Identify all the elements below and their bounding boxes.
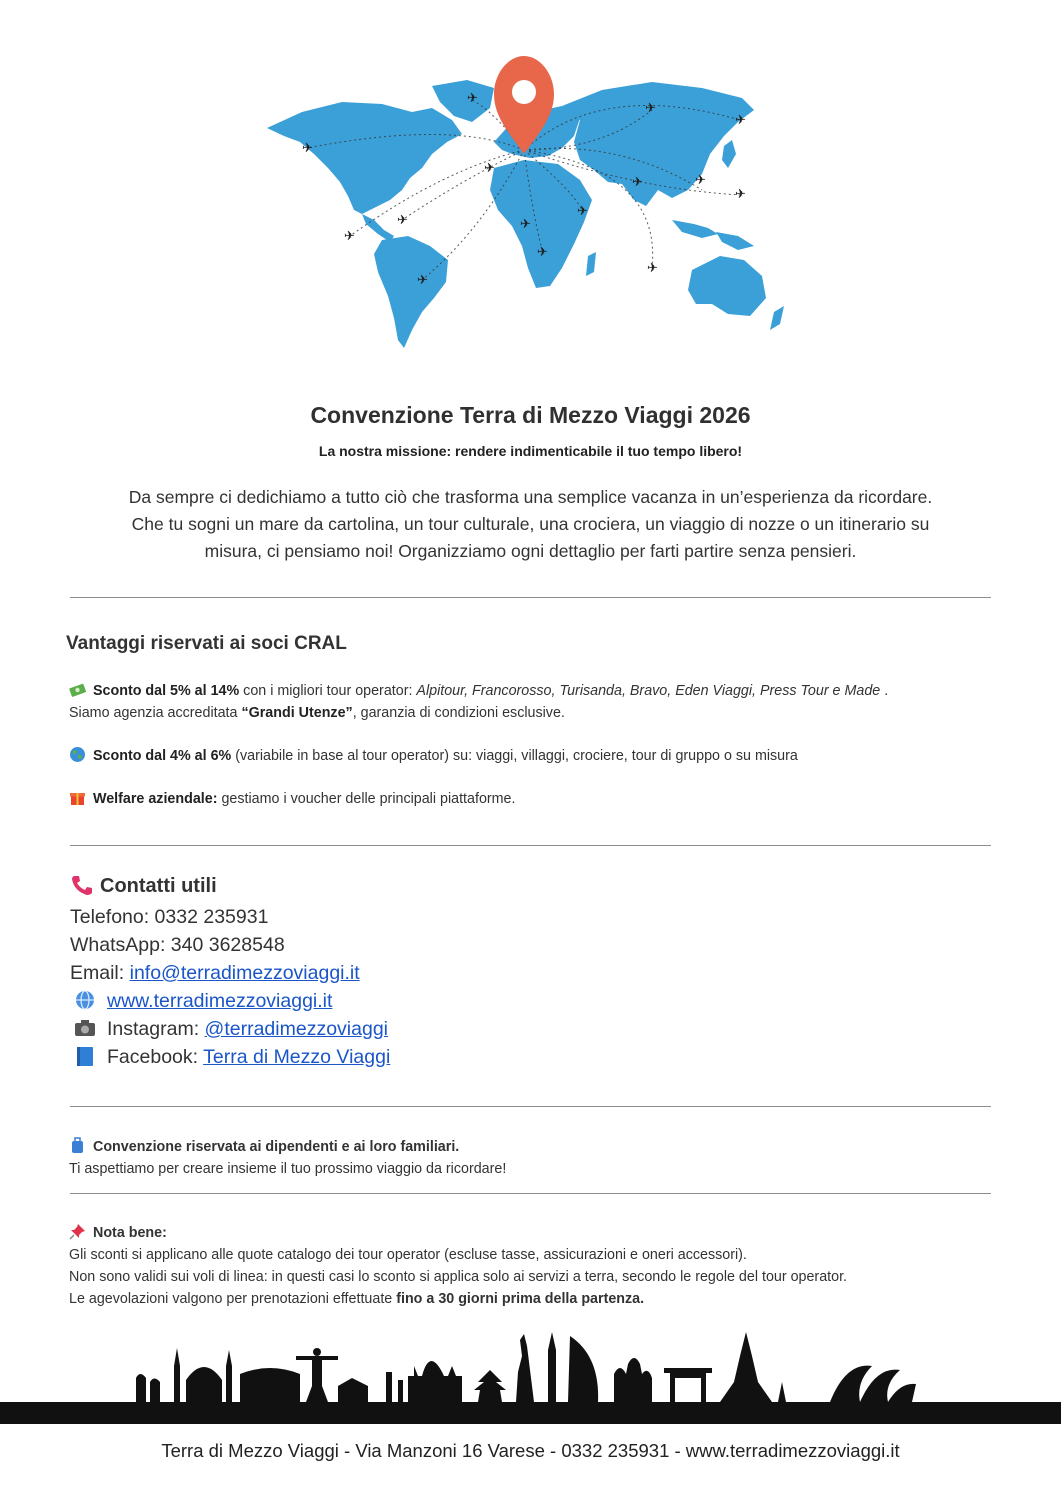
svg-text:✈: ✈ bbox=[302, 141, 313, 156]
email-label: Email: bbox=[70, 962, 130, 984]
intro-line: misura, ci pensiamo noi! Organizziamo ogni dettaglio per farti partire senza pensieri. bbox=[204, 541, 857, 561]
divider bbox=[70, 1106, 991, 1107]
benefit-discount: Sconto dal 5% al 14% bbox=[93, 683, 240, 699]
contact-whatsapp: WhatsApp: 340 3628548 bbox=[70, 934, 285, 956]
benefit-discount: Sconto dal 4% al 6% bbox=[93, 748, 232, 764]
phone-icon bbox=[70, 874, 94, 896]
svg-text:✈: ✈ bbox=[467, 91, 478, 106]
world-map-image bbox=[262, 50, 802, 350]
facebook-link[interactable]: Terra di Mezzo Viaggi bbox=[203, 1046, 391, 1068]
camera-icon bbox=[73, 1017, 97, 1039]
benefit-text: Siamo agenzia accreditata bbox=[69, 705, 242, 721]
instagram-link[interactable]: @terradimezzoviaggi bbox=[204, 1018, 388, 1040]
benefit-text: gestiamo i voucher delle principali piattaforme. bbox=[217, 791, 516, 807]
benefit-item-tour-operators bbox=[69, 680, 999, 724]
email-link[interactable]: info@terradimezzoviaggi.it bbox=[129, 962, 360, 984]
benefit-text: (variabile in base al tour operator) su: viaggi, villaggi, crociere, tour di gruppo o su misura bbox=[231, 748, 798, 764]
pushpin-icon bbox=[69, 1223, 86, 1240]
grandi-utenze: “Grandi Utenze” bbox=[241, 705, 353, 721]
intro-line: Da sempre ci dedichiamo a tutto ciò che trasforma una semplice vacanza in un’esperienza da ricordare. bbox=[128, 487, 933, 507]
notes-line: Non sono validi sui voli di linea: in questi casi lo sconto si applica solo ai servizi a terra, secondo le regole del tour operator. bbox=[69, 1269, 848, 1285]
contact-instagram-row bbox=[70, 1015, 388, 1043]
svg-text:✈: ✈ bbox=[577, 204, 588, 219]
svg-text:✈: ✈ bbox=[645, 101, 656, 116]
welfare-label: Welfare aziendale: bbox=[93, 791, 218, 807]
globe-icon bbox=[69, 746, 86, 763]
notes-line: Gli sconti si applicano alle quote catalogo dei tour operator (escluse tasse, assicurazioni e oneri accessori). bbox=[69, 1247, 747, 1263]
svg-text:✈: ✈ bbox=[484, 161, 495, 176]
contacts-heading bbox=[70, 874, 217, 898]
gift-icon bbox=[69, 789, 86, 806]
divider bbox=[70, 845, 991, 846]
svg-text:✈: ✈ bbox=[695, 173, 706, 188]
benefit-item-welfare bbox=[69, 788, 999, 810]
benefits-heading: Vantaggi riservati ai soci CRAL bbox=[66, 633, 347, 654]
facebook-label: Facebook: bbox=[107, 1046, 204, 1068]
benefit-text: con i migliori tour operator: bbox=[239, 683, 417, 699]
benefit-item-travel bbox=[69, 745, 999, 767]
svg-text:✈: ✈ bbox=[344, 229, 355, 244]
footer-address: Terra di Mezzo Viaggi - Via Manzoni 16 Varese - 0332 235931 - www.terradimezzoviaggi.it bbox=[161, 1440, 900, 1461]
svg-text:✈: ✈ bbox=[417, 273, 428, 288]
notes-deadline: fino a 30 giorni prima della partenza. bbox=[396, 1291, 645, 1307]
reserved-text: Ti aspettiamo per creare insieme il tuo prossimo viaggio da ricordare! bbox=[69, 1161, 507, 1177]
benefit-end: . bbox=[880, 683, 889, 699]
world-landmarks-skyline-image bbox=[0, 1326, 1061, 1426]
svg-text:✈: ✈ bbox=[520, 217, 531, 232]
book-icon bbox=[73, 1045, 97, 1067]
money-icon bbox=[69, 681, 86, 698]
contact-email-row bbox=[70, 959, 360, 987]
luggage-icon bbox=[69, 1137, 86, 1154]
contact-website-row bbox=[70, 987, 332, 1015]
svg-text:✈: ✈ bbox=[537, 245, 548, 260]
instagram-label: Instagram: bbox=[107, 1018, 205, 1040]
svg-text:✈: ✈ bbox=[735, 113, 746, 128]
divider bbox=[70, 597, 991, 598]
reserved-title: Convenzione riservata ai dipendenti e ai loro familiari. bbox=[93, 1139, 460, 1155]
svg-text:✈: ✈ bbox=[397, 213, 408, 228]
contact-facebook-row bbox=[70, 1043, 390, 1071]
svg-text:✈: ✈ bbox=[735, 187, 746, 202]
notes-line: Le agevolazioni valgono per prenotazioni effettuate bbox=[69, 1291, 397, 1307]
mission-subtitle: La nostra missione: rendere indimenticabile il tuo tempo libero! bbox=[318, 443, 743, 459]
contacts-title: Contatti utili bbox=[100, 875, 217, 897]
notes-title: Nota bene: bbox=[93, 1225, 167, 1241]
intro-line: Che tu sogni un mare da cartolina, un tour culturale, una crociera, un viaggio di nozze o un itinerario su bbox=[131, 514, 930, 534]
globe-icon bbox=[73, 989, 97, 1011]
operators-list: Alpitour, Francorosso, Turisanda, Bravo, Eden Viaggi, Press Tour e Made bbox=[416, 683, 881, 699]
svg-text:✈: ✈ bbox=[647, 261, 658, 276]
reserved-note bbox=[69, 1136, 999, 1180]
page-title: Convenzione Terra di Mezzo Viaggi 2026 bbox=[310, 402, 751, 428]
divider bbox=[70, 1193, 991, 1194]
contact-phone: Telefono: 0332 235931 bbox=[70, 906, 269, 928]
website-link[interactable]: www.terradimezzoviaggi.it bbox=[107, 990, 333, 1012]
benefit-text: , garanzia di condizioni esclusive. bbox=[352, 705, 565, 721]
notes-section bbox=[69, 1222, 999, 1310]
svg-text:✈: ✈ bbox=[632, 175, 643, 190]
intro-paragraph bbox=[80, 484, 981, 565]
